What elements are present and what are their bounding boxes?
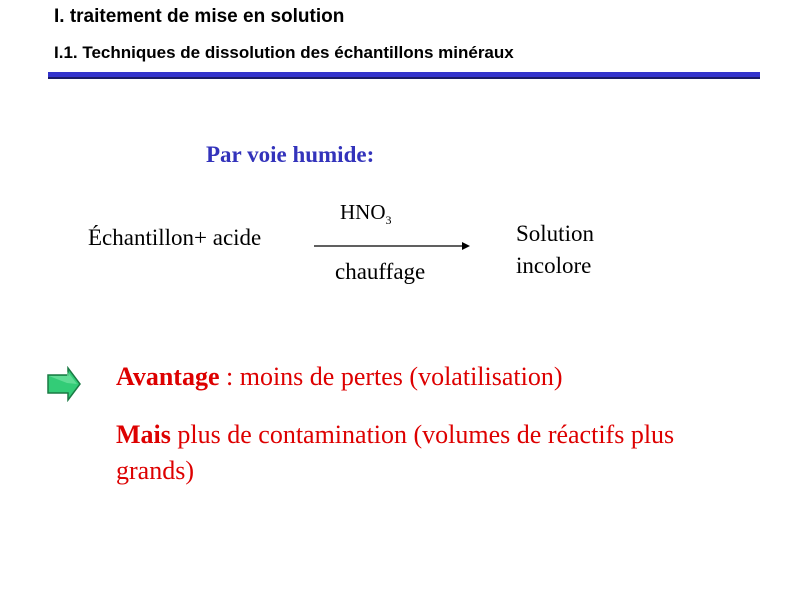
drawback-text: plus de contamination (volumes de réactifs plus grands) <box>116 420 675 485</box>
header-divider <box>48 72 760 79</box>
reaction-product <box>516 218 594 282</box>
slide-title: I. traitement de mise en solution <box>54 6 345 27</box>
drawback-note <box>116 417 676 489</box>
slide-subtitle: I.1. Techniques de dissolution des échantillons minéraux <box>54 43 514 62</box>
advantage-label: Avantage <box>116 362 220 391</box>
reagent-formula: HNO <box>340 200 386 224</box>
reaction-condition: chauffage <box>335 259 426 284</box>
right-arrow-icon <box>312 238 472 254</box>
drawback-label: Mais <box>116 420 171 449</box>
section-heading: Par voie humide: <box>206 142 375 167</box>
advantage-note <box>116 362 563 392</box>
reagent-subscript: 3 <box>385 213 392 227</box>
reaction-reactants: Échantillon+ acide <box>88 225 262 250</box>
green-arrow-icon <box>46 366 82 402</box>
product-line-2: incolore <box>516 253 592 278</box>
product-line-1: Solution <box>516 221 594 246</box>
reaction-reagent <box>340 200 392 228</box>
advantage-text: : moins de pertes (volatilisation) <box>219 362 563 391</box>
